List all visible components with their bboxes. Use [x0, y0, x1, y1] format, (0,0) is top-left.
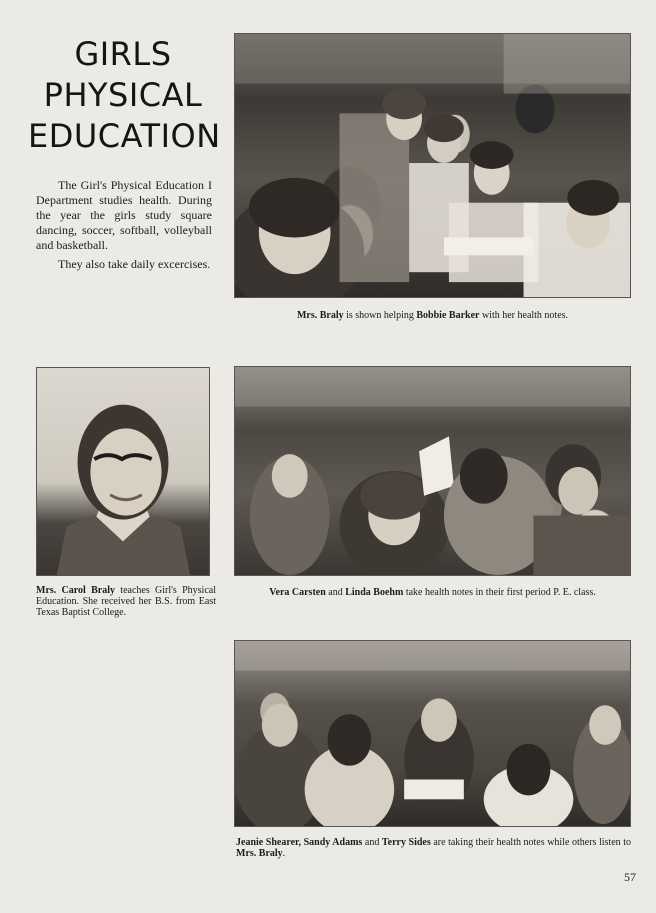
caption-photo-2-name-2: Linda Boehm [345, 587, 404, 598]
intro-paragraph-1: The Girl's Physical Education I Department studies health. During the year the girls study square dancing, soccer, softball, volleyball and basketball. [36, 178, 212, 252]
portrait-photo [36, 367, 210, 576]
caption-photo-2 [234, 587, 631, 598]
caption-photo-3-name-2: Terry Sides [381, 837, 431, 848]
title-line-2: PHYSICAL [43, 76, 203, 114]
caption-photo-3-text-3: . [282, 848, 286, 859]
intro-text [36, 178, 212, 272]
caption-portrait [36, 585, 216, 618]
portrait-photo-art [37, 368, 209, 575]
caption-photo-2-name-1: Vera Carsten [269, 587, 326, 598]
photo-classroom-helping [234, 33, 631, 298]
photo-classroom-notes [234, 366, 631, 576]
photo-classroom-notes-art [235, 367, 630, 575]
page-title [28, 34, 221, 157]
photo-classroom-listening [234, 640, 631, 827]
page-number: 57 [624, 870, 636, 884]
caption-photo-3 [236, 837, 631, 859]
caption-photo-3-text-2: are taking their health notes while others listen to [430, 837, 631, 848]
title-line-1: GIRLS [74, 35, 172, 73]
caption-photo-3-name-1: Jeanie Shearer, Sandy Adams [236, 837, 363, 848]
photo-classroom-helping-art [235, 34, 630, 297]
caption-photo-3-text-1: and [362, 837, 382, 848]
caption-photo-2-text-2: take health notes in their first period P. E. class. [403, 587, 596, 598]
caption-photo-1-text-1: is shown helping [343, 310, 417, 321]
caption-photo-3-name-3: Mrs. Braly [236, 848, 283, 859]
caption-portrait-name: Mrs. Carol Braly [36, 585, 115, 596]
intro-paragraph-2: They also take daily excercises. [58, 257, 211, 271]
caption-photo-1-name-1: Mrs. Braly [296, 310, 344, 321]
caption-photo-1-text-2: with her health notes. [479, 310, 569, 321]
caption-portrait-text: teaches Girl's Physical Education. She received her B.S. from East Texas Baptist College. [36, 585, 216, 618]
title-line-3: EDUCATION [28, 117, 221, 155]
caption-photo-1 [234, 310, 631, 321]
caption-photo-2-text-1: and [325, 587, 346, 598]
caption-photo-1-name-2: Bobbie Barker [416, 310, 480, 321]
photo-classroom-listening-art [235, 641, 630, 826]
